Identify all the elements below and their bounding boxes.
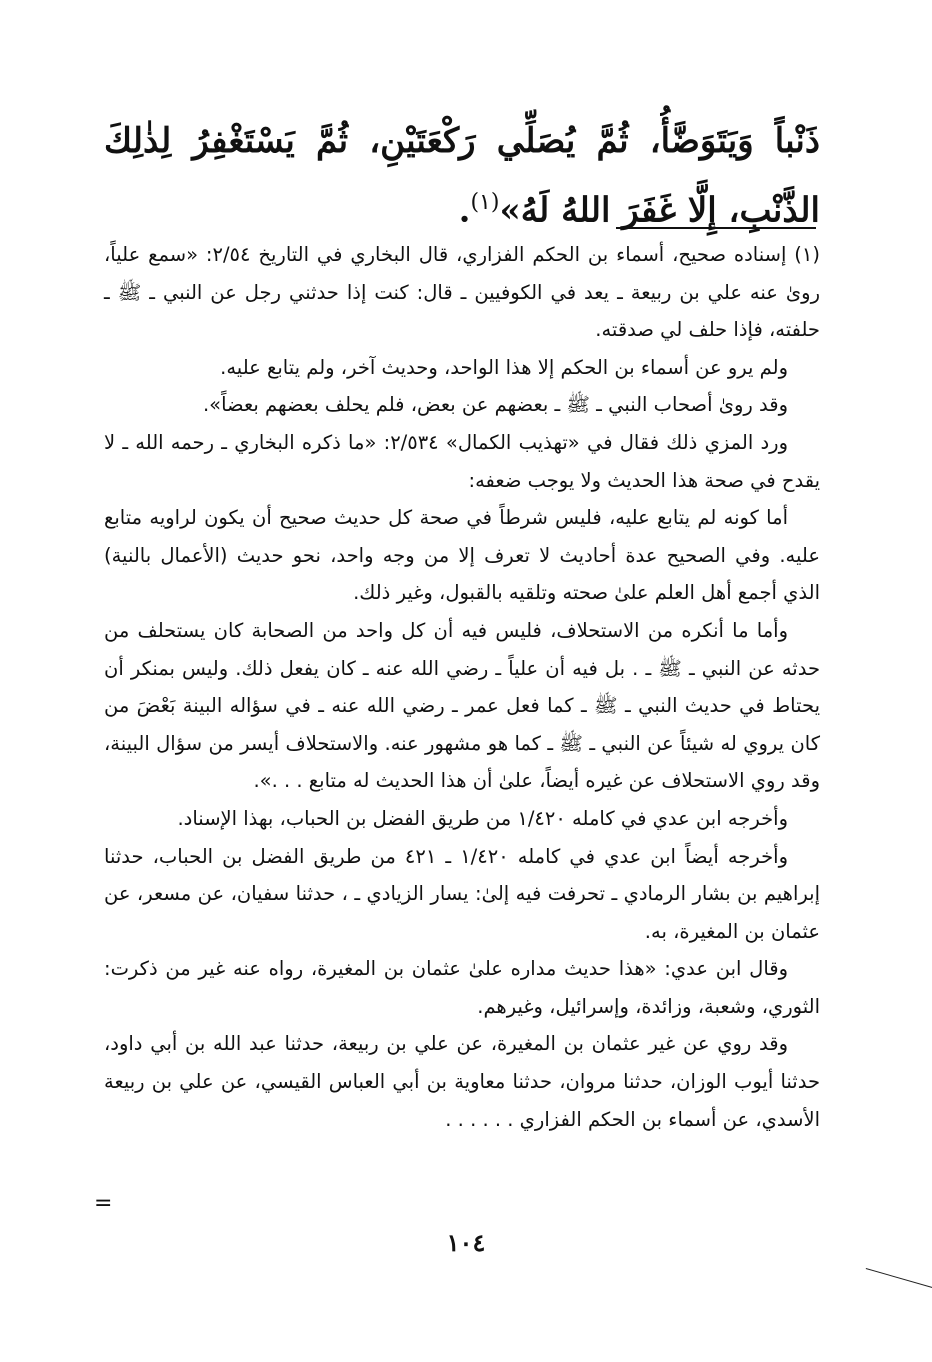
main-text-line-1: ذَنْباً وَيَتَوَضَّأُ، ثُمَّ يُصَلِّي رَكْعَتَيْنِ، ثُمَّ يَسْتَغْفِرُ لِذٰلِكَ الذَّنْبِ، إِلَّا غَفَرَ اللهُ [104,121,820,231]
footnote-text: إسناده صحيح، أسماء بن الحكم الفزاري، قال البخاري في التاريخ ٢/٥٤: «سمع علياً، روىٰ عنه علي بن ربيعة ـ يعد في الكوفيين ـ قال: كنت إذا حدثني رجل عن النبي ـ ﷺ ـ حلفته، فإذا حلف لي صدقته. [104,243,820,342]
main-text-line-2: لَهُ» [499,190,550,231]
footnote-paragraph: وأخرجه ابن عدي في كامله ١/٤٢٠ من طريق الفضل بن الحباب، بهذا الإسناد. [177,806,788,830]
footnote-paragraph: وأما ما أنكره من الاستحلاف، فليس فيه أن كل واحد من الصحابة كان يستحلف من حدثه عن النبي ـ ﷺ ـ . بل فيه أن علياً ـ رضي الله عنه ـ كان يفعل ذلك. وليس بمنكر أن يحتاط في حديث النبي ـ ﷺ ـ كما فعل عمر ـ رضي الله عنه ـ في سؤاله البينة بَعْضَ من كان يروي له شيئاً عن النبي ـ ﷺ ـ كما هو مشهور عنه. والاستحلاف أيسر من سؤال البينة، وقد روي الاستحلاف عن غيره أيضاً، علىٰ أن هذا الحديث له متابع . . .». [104,618,820,793]
main-text [104,110,820,241]
footnote-paragraph: وأخرجه أيضاً ابن عدي في كامله ١/٤٢٠ ـ ٤٢١ من طريق الفضل بن الحباب، حدثنا إبراهيم بن بشار الرمادي ـ تحرفت فيه إلىٰ: يسار الزيادي ـ ، حدثنا سفيان، عن مسعر، عن عثمان بن المغيرة، به. [104,844,820,943]
page-number: ١٠٤ [446,1228,486,1257]
footnote-paragraph: أما كونه لم يتابع عليه، فليس شرطاً في صحة كل حديث صحيح أن يكون لراويه متابع عليه. وفي الصحيح عدة أحاديث لا تعرف إلا من وجه واحد، نحو حديث (الأعمال بالنية) الذي أجمع أهل العلم علىٰ صحته وتلقيه بالقبول، وغير ذلك. [104,506,820,605]
main-text-end: . [458,190,471,231]
footnote-paragraph: وقال ابن عدي: «هذا حديث مداره علىٰ عثمان بن المغيرة، رواه عنه غير من ذكرت: الثوري، وشعبة، وزائدة، وإسرائيل، وغيرهم. [104,957,820,1018]
footnote-reference: (١) [470,190,500,215]
footnote-number: (١) [794,243,820,266]
scan-edge-line [866,1268,932,1288]
footnote-paragraph: ورد المزي ذلك فقال في «تهذيب الكمال» ٢/٥٣٤: «ما ذكره البخاري ـ رحمه الله ـ لا يقدح في صحة هذا الحديث ولا يوجب ضعفه: [104,430,820,492]
footnote-paragraph [104,236,820,349]
footnote-separator [616,227,816,229]
footnote-paragraph: وقد روىٰ أصحاب النبي ـ ﷺ ـ بعضهم عن بعض، فلم يحلف بعضهم بعضاً». [202,393,788,417]
footnotes [104,236,820,1138]
footnote-paragraph: ولم يرو عن أسماء بن الحكم إلا هذا الواحد، وحديث آخر، ولم يتابع عليه. [220,355,788,379]
footnote-paragraph: وقد روي عن غير عثمان بن المغيرة، عن علي بن ربيعة، حدثنا عبد الله بن أبي داود، حدثنا أيوب الوزان، حدثنا مروان، حدثنا معاوية بن أبي العباس القيسي، عن علي بن ربيعة الأسدي، عن أسماء بن الحكم الفزاري . . . . . . [104,1032,820,1131]
continuation-mark: = [94,1191,113,1216]
